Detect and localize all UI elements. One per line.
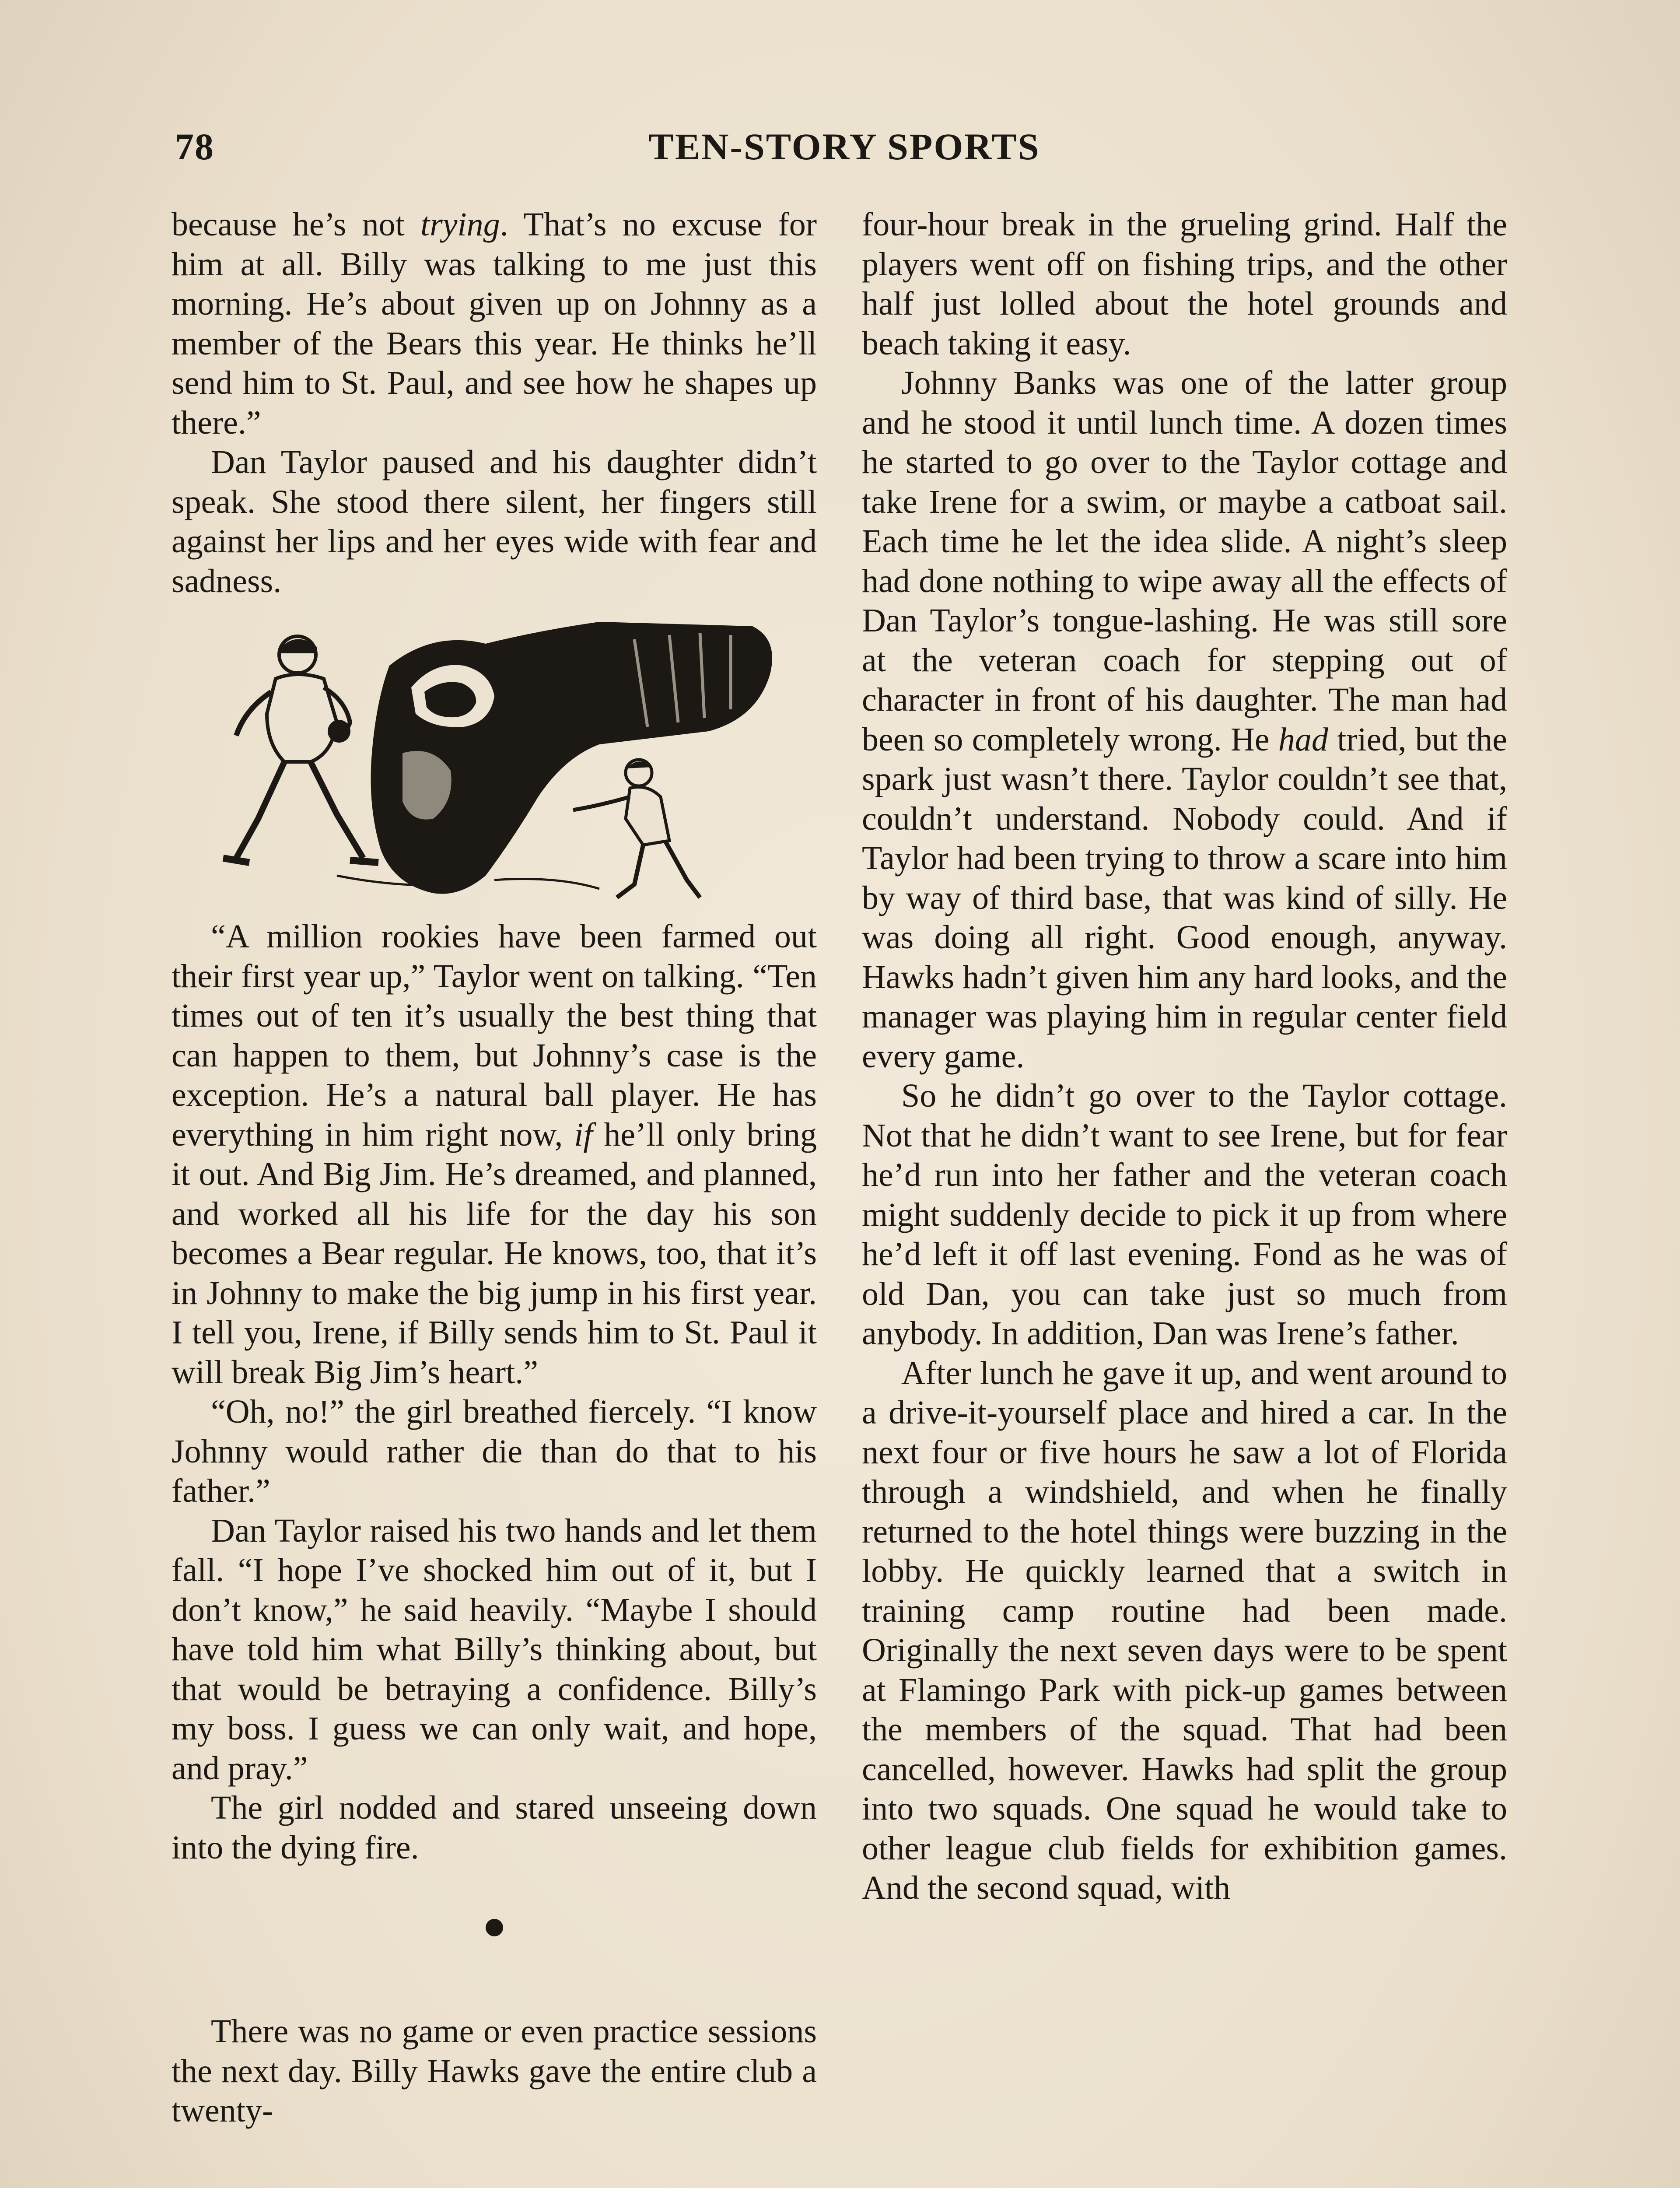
baseball-slide-illustration xyxy=(206,613,783,906)
paragraph: After lunch he gave it up, and went around to a drive-it-yourself place and hired a car. In the next four or five hours he saw a lot of Florida through a windshield, and when he finally returned to the hotel things were buzzing in the lobby. He quickly learned that a switch in training camp routine had been made. Originally the next seven days were to be spent at Flamingo Park with pick-up games between the members of the squad. That had been cancelled, however. Hawks had split the group into two squads. One squad he would take to other league club fields for exhibition games. And the second squad, with xyxy=(862,1354,1507,1906)
paragraph: Dan Taylor raised his two hands and let them fall. “I hope I’ve shocked him out of it, but I don’t know,” he said heavily. “Maybe I should have told him what Billy’s thinking about, but that would be betraying a confidence. Billy’s my boss. I guess we can only wait, and hope, and pray.” xyxy=(172,1512,817,1787)
emphasis: had xyxy=(1278,721,1328,758)
emphasis: trying xyxy=(420,206,500,243)
paragraph: Dan Taylor paused and his daughter didn’t speak. She stood there silent, her fingers still against her lips and her eyes wide with fear and sadness. xyxy=(172,444,817,600)
paragraph: because he’s not trying. That’s no excuse for him at all. Billy was talking to me just this morning. He’s about given up on Johnny as a member of the Bears this year. He thinks he’ll send him to St. Paul, and see how he shapes up there.” xyxy=(172,206,817,441)
paragraph: So he didn’t go over to the Taylor cottage. Not that he didn’t want to see Irene, but for fear he’d run into her father and the veteran coach might suddenly decide to pick it up from where he’d left it off last evening. Fond as he was of old Dan, you can take just so much from anybody. In addition, Dan was Irene’s father. xyxy=(862,1077,1507,1352)
paragraph: The girl nodded and stared unseeing down into the dying fire. xyxy=(172,1789,817,1866)
paragraph: “Oh, no!” the girl breathed fiercely. “I know Johnny would rather die than do that to his father.” xyxy=(172,1393,817,1509)
section-break xyxy=(172,1867,817,2012)
right-column xyxy=(862,205,1507,1908)
section-break-dot xyxy=(486,1919,503,1936)
page-header xyxy=(175,125,1514,177)
paragraph: Johnny Banks was one of the latter group and he stood it until lunch time. A dozen times he started to go over to the Taylor cottage and take Irene for a swim, or maybe a catboat sail. Each time he let the idea slide. A night’s sleep had done nothing to wipe away all the effects of Dan Taylor’s tongue-lashing. He was still sore at the veteran coach for stepping out of character in front of his daughter. The man had been so completely wrong. He had tried, but the spark just wasn’t there. Taylor couldn’t see that, couldn’t understand. Nobody could. And if Taylor had been trying to throw a scare into him by way of third base, that was kind of silly. He was doing all right. Good enough, anyway. Hawks hadn’t given him any hard looks, and the manager was playing him in regular center field every game. xyxy=(862,365,1507,1075)
page-number: 78 xyxy=(175,126,214,168)
paragraph: There was no game or even practice sessions the next day. Billy Hawks gave the entire club a twenty- xyxy=(172,2013,817,2129)
paragraph: “A million rookies have been farmed out their first year up,” Taylor went on talking. “Ten times out of ten it’s usually the best thing that can happen to them, but Johnny’s case is the exception. He’s a natural ball player. He has everything in him right now, if he’ll only bring it out. And Big Jim. He’s dreamed, and planned, and worked all his life for the day his son becomes a Bear regular. He knows, too, that it’s in Johnny to make the big jump in his first year. I tell you, Irene, if Billy sends him to St. Paul it will break Big Jim’s heart.” xyxy=(172,918,817,1391)
left-column xyxy=(172,205,817,2131)
running-title: TEN-STORY SPORTS xyxy=(648,126,1040,168)
emphasis: if xyxy=(574,1116,593,1153)
paragraph: four-hour break in the grueling grind. Half the players went off on fishing trips, and the other half just lolled about the hotel grounds and beach taking it easy. xyxy=(862,206,1507,362)
